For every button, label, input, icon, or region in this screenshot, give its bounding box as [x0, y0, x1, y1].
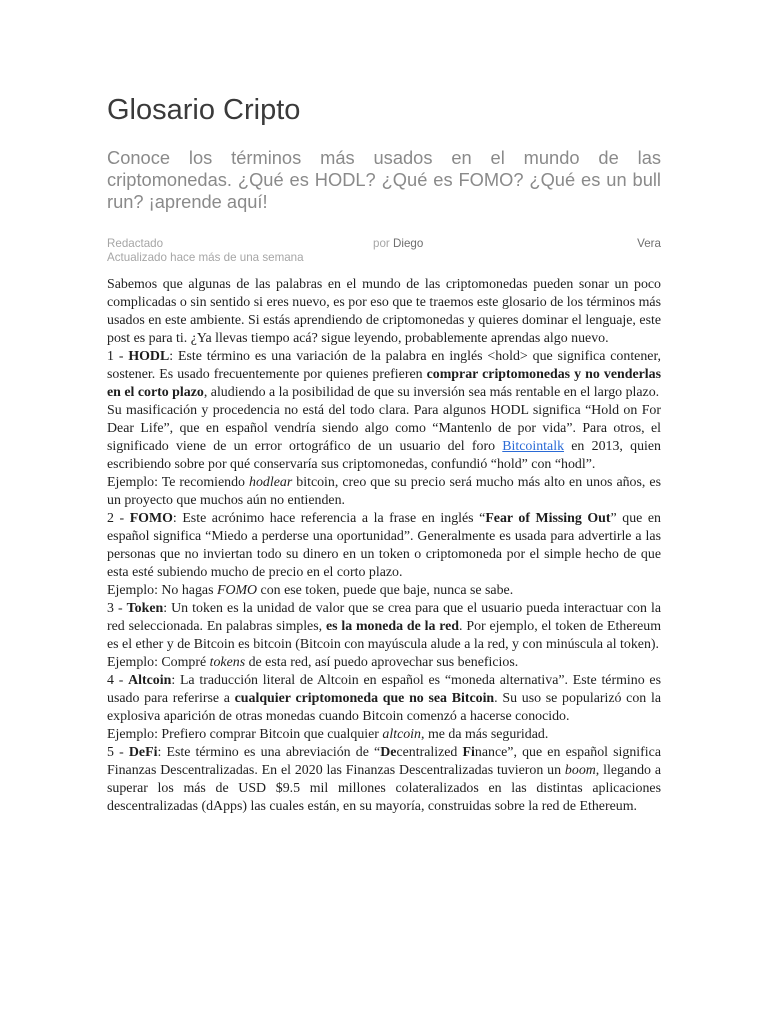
definition-text: : Este acrónimo hace referencia a la frase en inglés “	[172, 511, 486, 526]
author-first-name[interactable]: Diego	[393, 237, 424, 250]
page-title: Glosario Cripto	[107, 94, 301, 126]
hodl-example	[107, 474, 661, 510]
highlight-text: es la moneda de la red	[325, 619, 460, 634]
by-label: por	[373, 237, 390, 250]
token-example	[107, 654, 661, 672]
definition-text: : Este término es una variación de la palabra en inglés <hold> que significa contener, sostener. Es usado frecuentemente por quienes prefieren	[107, 349, 661, 382]
acronym-letters: De	[380, 745, 397, 760]
definition-text: ” que en español significa “Miedo a perderse una oportunidad”. Generalmente es usada para advertirle a las personas que no inviertan todo su dinero en un token o criptomoneda por el simple hecho de que esta esté subiendo mucho de precio en el corto plazo.	[107, 511, 661, 580]
token-definition	[107, 600, 661, 654]
written-label: Redactado	[107, 237, 164, 250]
example-text: de esta red, así puedo aprovechar sus beneficios.	[245, 655, 519, 670]
term-hodl: HODL	[128, 349, 170, 364]
term-defi: DeFi	[128, 745, 158, 760]
term-number: 1 -	[107, 349, 129, 364]
origin-text: Su masificación y procedencia no está del todo clara. Para algunos HODL significa “Hold on For Dear Life”, que en español vendría siendo algo como “Mantenlo de por vida”. Para otros, el significado viene de un error ortográfico de un usuario del foro	[107, 403, 661, 454]
highlight-text: Fear of Missing Out	[485, 511, 611, 526]
term-number: 4 -	[107, 673, 129, 688]
example-text: Ejemplo: Prefiero comprar Bitcoin que cualquier	[107, 727, 383, 742]
definition-text: . Por ejemplo, el token de Ethereum es el ether y de Bitcoin es bitcoin (Bitcoin con mayúscula alude a la red, y con minúscula al token).	[107, 619, 661, 652]
definition-text: : La traducción literal de Altcoin en español es “moneda alternativa”. Este término es usado para referirse a	[107, 673, 661, 706]
fomo-example	[107, 582, 661, 600]
altcoin-example	[107, 726, 661, 744]
highlight-text: comprar criptomonedas y no venderlas en el corto plazo	[107, 367, 661, 400]
definition-text: : Este término es una abreviación de “	[157, 745, 381, 760]
example-term: altcoin	[382, 727, 421, 742]
acronym-rest: centralized	[396, 745, 463, 760]
acronym-letters: Fi	[462, 745, 475, 760]
acronym-rest: nance	[474, 745, 508, 760]
example-text: Ejemplo: No hagas	[107, 583, 217, 598]
term-token: Token	[126, 601, 164, 616]
example-term: FOMO	[216, 583, 258, 598]
definition-text: : Un token es la unidad de valor que se crea para que el usuario pueda interactuar con la red seleccionada. En palabras simples,	[107, 601, 661, 634]
definition-text: . Su uso se popularizó con la explosiva aparición de otras monedas cuando Bitcoin comenzó a hacerse conocido.	[107, 691, 661, 724]
emphasis-text: boom	[564, 763, 596, 778]
fomo-definition	[107, 510, 661, 582]
highlight-text: cualquier criptomoneda que no sea Bitcoin	[234, 691, 495, 706]
hodl-definition	[107, 348, 661, 402]
byline	[107, 237, 661, 251]
origin-text: en 2013, quien escribiendo sobre por qué conservaría sus criptomonedas, confundió “hold” con “hodl”.	[107, 439, 661, 472]
article-body	[107, 276, 661, 816]
term-altcoin: Altcoin	[128, 673, 172, 688]
example-term: hodlear	[249, 475, 293, 490]
bitcointalk-link[interactable]: Bitcointalk	[502, 439, 565, 454]
example-text: bitcoin, creo que su precio será mucho más alto en unos años, es un proyecto que muchos aún no entienden.	[107, 475, 661, 508]
term-number: 2 -	[107, 511, 130, 526]
example-term: tokens	[209, 655, 246, 670]
byline-author	[373, 237, 423, 251]
author-last-name[interactable]: Vera	[637, 237, 661, 250]
definition-text: , llegando a superar los más de USD $9.5 mil millones colateralizados en las distintas aplicaciones descentralizadas (dApps) las cuales están, en su mayoría, construidas sobre la red de Ethereum.	[107, 763, 661, 814]
example-text: Ejemplo: Te recomiendo	[107, 475, 250, 490]
article-subtitle: Conoce los términos más usados en el mundo de las criptomonedas. ¿Qué es HODL? ¿Qué es FOMO? ¿Qué es un bull run? ¡aprende aquí!	[107, 147, 661, 212]
example-text: con ese token, puede que baje, nunca se sabe.	[257, 583, 514, 598]
hodl-origin	[107, 402, 661, 474]
updated-timestamp: Actualizado hace más de una semana	[107, 251, 304, 264]
term-number: 3 -	[107, 601, 127, 616]
example-text: , me da más seguridad.	[421, 727, 549, 742]
definition-text: , aludiendo a la posibilidad de que su inversión sea más rentable en el largo plazo.	[203, 385, 660, 400]
intro-paragraph: Sabemos que algunas de las palabras en el mundo de las criptomonedas pueden sonar un poco complicadas o sin sentido si eres nuevo, es por eso que te traemos este glosario de los términos más usados en este ambiente. Si estás aprendiendo de criptomonedas y quieres dominar el lenguaje, este post es para ti. ¿Ya llevas tiempo acá? sigue leyendo, probablemente aprendas algo nuevo.	[107, 277, 661, 346]
defi-definition	[107, 744, 661, 816]
example-text: Ejemplo: Compré	[107, 655, 210, 670]
term-number: 5 -	[107, 745, 129, 760]
altcoin-definition	[107, 672, 661, 726]
definition-text: ”, que en español significa Finanzas Descentralizadas. En el 2020 las Finanzas Descentralizadas tuvieron un	[107, 745, 661, 778]
term-fomo: FOMO	[129, 511, 173, 526]
